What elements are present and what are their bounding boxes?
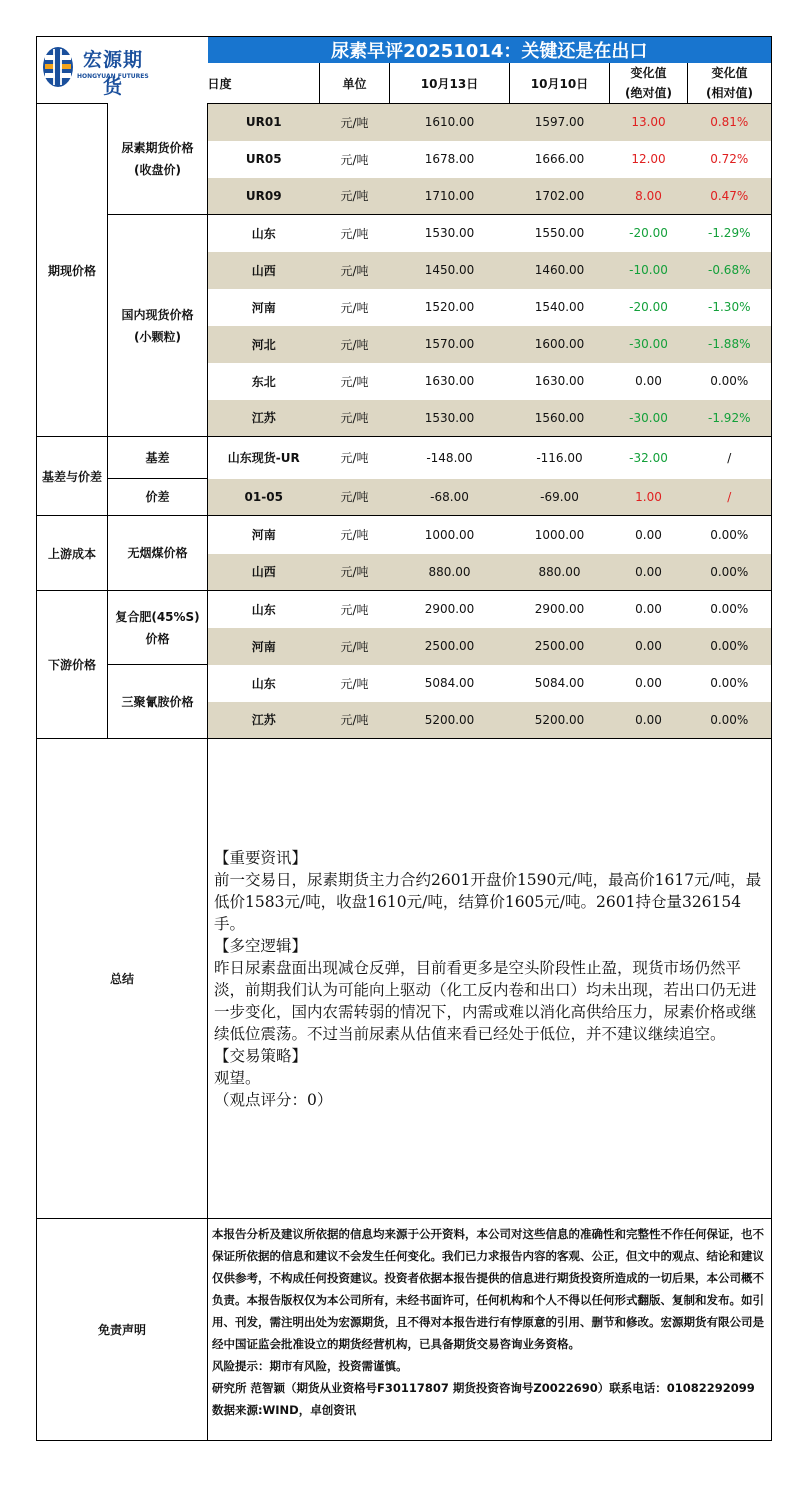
row-unit: 元/吨 xyxy=(320,665,390,702)
row-rel-change: 0.00% xyxy=(688,554,772,591)
compound-label-2: 价格 xyxy=(145,631,170,646)
row-abs-change: 0.00 xyxy=(610,628,688,665)
row-item: 河南 xyxy=(208,516,320,554)
row-rel-change: 0.00% xyxy=(688,665,772,702)
row-date1-value: 1450.00 xyxy=(390,252,510,289)
row-abs-change: 0.00 xyxy=(610,516,688,554)
summary-heading-strategy: 【交易策略】 xyxy=(214,1046,308,1065)
table-row xyxy=(37,516,772,554)
row-rel-change: / xyxy=(688,437,772,479)
section-downstream: 下游价格 xyxy=(37,591,108,739)
compound-label-1: 复合肥(45%S) xyxy=(115,609,200,624)
section-compound-fertilizer xyxy=(108,591,208,665)
row-date1-value: 1570.00 xyxy=(390,326,510,363)
row-item: 山东 xyxy=(208,215,320,252)
row-item: 江苏 xyxy=(208,400,320,437)
summary-heading-logic: 【多空逻辑】 xyxy=(214,936,308,955)
row-item: 河南 xyxy=(208,289,320,326)
row-rel-change: 0.47% xyxy=(688,178,772,215)
row-unit: 元/吨 xyxy=(320,363,390,400)
row-date1-value: 1000.00 xyxy=(390,516,510,554)
row-item: 01-05 xyxy=(208,479,320,516)
row-unit: 元/吨 xyxy=(320,178,390,215)
row-unit: 元/吨 xyxy=(320,289,390,326)
price-table xyxy=(36,36,772,1441)
row-date1-value: 880.00 xyxy=(390,554,510,591)
row-date1-value: 1530.00 xyxy=(390,215,510,252)
col-frequency: 日度 xyxy=(208,63,320,104)
row-rel-change: 0.81% xyxy=(688,104,772,141)
row-rel-change: 0.00% xyxy=(688,591,772,628)
section-domestic-spot xyxy=(108,215,208,437)
report-title: 尿素早评20251014：关键还是在出口 xyxy=(208,37,772,64)
report-sheet xyxy=(36,36,771,1441)
summary-label: 总结 xyxy=(37,739,208,1219)
table-row xyxy=(37,665,772,702)
row-unit: 元/吨 xyxy=(320,702,390,739)
row-date2-value: -69.00 xyxy=(510,479,610,516)
col-date1: 10月13日 xyxy=(390,63,510,104)
row-unit: 元/吨 xyxy=(320,554,390,591)
row-date2-value: 1666.00 xyxy=(510,141,610,178)
domestic-label-2: (小颗粒) xyxy=(134,329,181,344)
row-abs-change: -10.00 xyxy=(610,252,688,289)
summary-text xyxy=(208,739,772,1219)
row-date1-value: 1520.00 xyxy=(390,289,510,326)
row-rel-change: / xyxy=(688,479,772,516)
company-logo xyxy=(41,39,149,98)
table-row xyxy=(37,215,772,252)
row-date2-value: 1550.00 xyxy=(510,215,610,252)
row-item: 东北 xyxy=(208,363,320,400)
row-rel-change: 0.00% xyxy=(688,702,772,739)
row-abs-change: -20.00 xyxy=(610,289,688,326)
row-item: UR05 xyxy=(208,141,320,178)
summary-score: （观点评分：0） xyxy=(214,1090,333,1109)
row-date2-value: 2900.00 xyxy=(510,591,610,628)
futures-label-2: (收盘价) xyxy=(134,162,181,177)
row-unit: 元/吨 xyxy=(320,591,390,628)
row-item: 山东 xyxy=(208,591,320,628)
row-unit: 元/吨 xyxy=(320,437,390,479)
row-unit: 元/吨 xyxy=(320,400,390,437)
row-date2-value: -116.00 xyxy=(510,437,610,479)
row-rel-change: -1.88% xyxy=(688,326,772,363)
table-row xyxy=(37,104,772,141)
row-abs-change: 13.00 xyxy=(610,104,688,141)
row-date1-value: 2900.00 xyxy=(390,591,510,628)
row-rel-change: 0.00% xyxy=(688,516,772,554)
row-unit: 元/吨 xyxy=(320,141,390,178)
row-rel-change: 0.72% xyxy=(688,141,772,178)
row-rel-change: -0.68% xyxy=(688,252,772,289)
row-abs-change: 0.00 xyxy=(610,591,688,628)
summary-logic: 昨日尿素盘面出现减仓反弹，目前看更多是空头阶段性止盈，现货市场仍然平淡，前期我们认为可能向上驱动（化工反内卷和出口）均未出现，若出口仍无进一步变化，国内农需转弱的情况下，内需或难以消化高供给压力，尿素价格或继续低位震荡。不过当前尿素从估值来看已经处于低位，并不建议继续追空。 xyxy=(214,958,757,1043)
row-date2-value: 1597.00 xyxy=(510,104,610,141)
row-date1-value: -68.00 xyxy=(390,479,510,516)
col-date2: 10月10日 xyxy=(510,63,610,104)
row-abs-change: 0.00 xyxy=(610,702,688,739)
row-date1-value: 5084.00 xyxy=(390,665,510,702)
row-date2-value: 5084.00 xyxy=(510,665,610,702)
col-abs-change-line1: 变化值 xyxy=(630,66,667,80)
col-rel-change-line2: (相对值) xyxy=(706,86,753,100)
row-unit: 元/吨 xyxy=(320,479,390,516)
col-abs-change xyxy=(610,63,688,104)
row-abs-change: -20.00 xyxy=(610,215,688,252)
row-unit: 元/吨 xyxy=(320,326,390,363)
row-date1-value: 1630.00 xyxy=(390,363,510,400)
summary-news: 前一交易日，尿素期货主力合约2601开盘价1590元/吨，最高价1617元/吨，最低价1583元/吨，收盘1610元/吨，结算价1605元/吨。2601持仓量326154手。 xyxy=(214,870,762,933)
logo-name: 宏源期货 xyxy=(82,49,143,98)
col-abs-change-line2: (绝对值) xyxy=(625,86,672,100)
row-date1-value: 1710.00 xyxy=(390,178,510,215)
section-spread: 价差 xyxy=(108,479,208,516)
row-item: 山西 xyxy=(208,252,320,289)
summary-strategy: 观望。 xyxy=(214,1068,261,1087)
row-abs-change: 0.00 xyxy=(610,665,688,702)
futures-label-1: 尿素期货价格 xyxy=(121,140,194,155)
row-date2-value: 880.00 xyxy=(510,554,610,591)
analyst-contact: 研究所 范智颖（期货从业资格号F30117807 期货投资咨询号Z0022690）联系电话：01082292099 数据来源:WIND，卓创资讯 xyxy=(212,1381,755,1417)
row-abs-change: -32.00 xyxy=(610,437,688,479)
row-abs-change: 8.00 xyxy=(610,178,688,215)
section-upstream: 上游成本 xyxy=(37,516,108,591)
section-basis: 基差 xyxy=(108,437,208,479)
row-item: 江苏 xyxy=(208,702,320,739)
risk-warning: 风险提示：期市有风险，投资需谨慎。 xyxy=(212,1359,408,1373)
row-abs-change: 0.00 xyxy=(610,554,688,591)
row-date2-value: 1560.00 xyxy=(510,400,610,437)
row-abs-change: 0.00 xyxy=(610,363,688,400)
row-date2-value: 1630.00 xyxy=(510,363,610,400)
row-date2-value: 1460.00 xyxy=(510,252,610,289)
row-item: UR01 xyxy=(208,104,320,141)
row-date2-value: 1000.00 xyxy=(510,516,610,554)
col-rel-change xyxy=(688,63,772,104)
section-coal-price: 无烟煤价格 xyxy=(108,516,208,591)
row-unit: 元/吨 xyxy=(320,628,390,665)
disclaimer-label: 免责声明 xyxy=(37,1219,208,1441)
row-abs-change: 12.00 xyxy=(610,141,688,178)
row-unit: 元/吨 xyxy=(320,104,390,141)
row-date2-value: 2500.00 xyxy=(510,628,610,665)
row-rel-change: 0.00% xyxy=(688,363,772,400)
table-row xyxy=(37,479,772,516)
row-unit: 元/吨 xyxy=(320,252,390,289)
table-row xyxy=(37,591,772,628)
row-item: 河北 xyxy=(208,326,320,363)
row-item: UR09 xyxy=(208,178,320,215)
row-date2-value: 1600.00 xyxy=(510,326,610,363)
row-date2-value: 1702.00 xyxy=(510,178,610,215)
row-date1-value: 1610.00 xyxy=(390,104,510,141)
row-item: 山东 xyxy=(208,665,320,702)
row-unit: 元/吨 xyxy=(320,215,390,252)
row-date1-value: 1678.00 xyxy=(390,141,510,178)
section-basis-spread: 基差与价差 xyxy=(37,437,108,516)
logo-icon xyxy=(41,45,75,89)
row-date1-value: 1530.00 xyxy=(390,400,510,437)
logo-cell xyxy=(37,37,208,104)
row-rel-change: 0.00% xyxy=(688,628,772,665)
col-rel-change-line1: 变化值 xyxy=(711,66,748,80)
row-date1-value: 2500.00 xyxy=(390,628,510,665)
disclaimer-text xyxy=(208,1219,772,1441)
row-date1-value: 5200.00 xyxy=(390,702,510,739)
row-item: 山东现货-UR xyxy=(208,437,320,479)
domestic-label-1: 国内现货价格 xyxy=(121,307,194,322)
row-date2-value: 1540.00 xyxy=(510,289,610,326)
row-date1-value: -148.00 xyxy=(390,437,510,479)
row-date2-value: 5200.00 xyxy=(510,702,610,739)
disclaimer-body: 本报告分析及建议所依据的信息均来源于公开资料，本公司对这些信息的准确性和完整性不作任何保证，也不保证所依据的信息和建议不会发生任何变化。我们已力求报告内容的客观、公正，但文中的观点、结论和建议仅供参考，不构成任何投资建议。投资者依据本报告提供的信息进行期货投资所造成的一切后果，本公司概不负责。本报告版权仅为本公司所有，未经书面许可，任何机构和个人不得以任何形式翻版、复制和发布。如引用、刊发，需注明出处为宏源期货，且不得对本报告进行有悖原意的引用、删节和修改。宏源期货有限公司是经中国证监会批准设立的期货经营机构，已具备期货交易咨询业务资格。 xyxy=(212,1227,764,1351)
row-abs-change: -30.00 xyxy=(610,400,688,437)
row-unit: 元/吨 xyxy=(320,516,390,554)
logo-subtitle: HONGYUAN FUTURES xyxy=(77,73,149,80)
row-item: 山西 xyxy=(208,554,320,591)
row-rel-change: -1.29% xyxy=(688,215,772,252)
section-futures-price xyxy=(108,104,208,215)
row-abs-change: 1.00 xyxy=(610,479,688,516)
section-spot-futures: 期现价格 xyxy=(37,104,108,437)
row-abs-change: -30.00 xyxy=(610,326,688,363)
row-rel-change: -1.92% xyxy=(688,400,772,437)
table-row xyxy=(37,437,772,479)
col-unit: 单位 xyxy=(320,63,390,104)
summary-heading-news: 【重要资讯】 xyxy=(214,848,308,867)
row-item: 河南 xyxy=(208,628,320,665)
row-rel-change: -1.30% xyxy=(688,289,772,326)
section-melamine-price: 三聚氰胺价格 xyxy=(108,665,208,739)
